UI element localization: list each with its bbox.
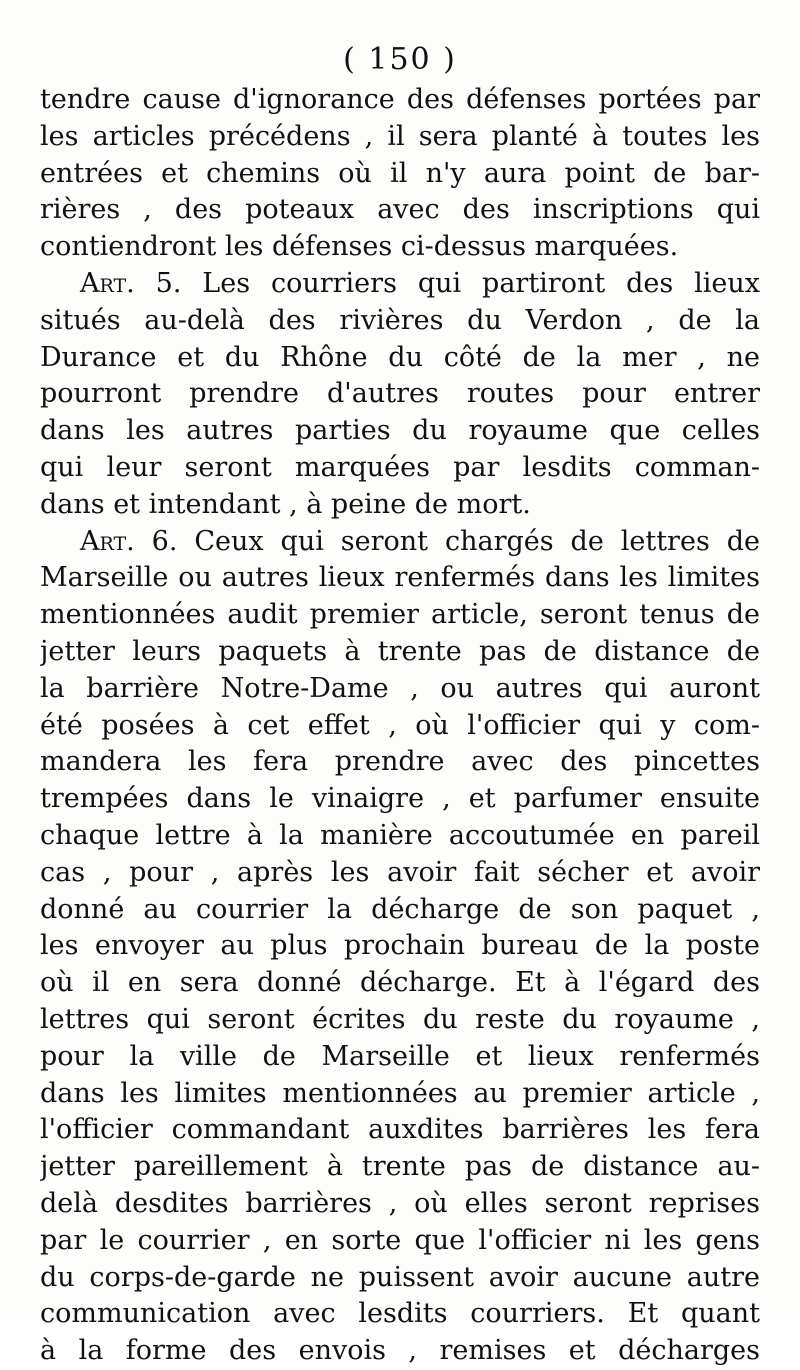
text-line: rières , des poteaux avec des inscriptions qui: [40, 194, 760, 226]
text-line: situés au-delà des rivières du Verdon , de la: [40, 304, 760, 336]
text-line: dans les autres parties du royaume que celles: [40, 415, 760, 447]
text-line: où il en sera donné décharge. Et à l'égard des: [40, 967, 760, 999]
body-text: [40, 82, 760, 1370]
article-6-heading-line: Art. 6. Ceux qui seront chargés de lettres de: [80, 525, 760, 557]
text-line: les articles précédens , il sera planté à toutes les: [40, 120, 760, 152]
text-line: jetter pareillement à trente pas de distance au-: [40, 1151, 760, 1183]
text-line: mentionnées audit premier article, seront tenus de: [40, 599, 760, 631]
article-label: Art.: [80, 267, 135, 299]
text-line: dans et intendant , à peine de mort.: [40, 488, 531, 520]
text-line: été posées à cet effet , où l'officier qui y com-: [40, 709, 760, 741]
text-line: delà desdites barrières , où elles seront reprises: [40, 1187, 760, 1219]
text-line: chaque lettre à la manière accoutumée en pareil: [40, 819, 760, 851]
text-line: pour la ville de Marseille et lieux renfermés: [40, 1040, 760, 1072]
text-line: trempées dans le vinaigre , et parfumer ensuite: [40, 783, 760, 815]
text-line: Durance et du Rhône du côté de la mer , ne: [40, 341, 760, 373]
text-line: dans les limites mentionnées au premier article ,: [40, 1077, 760, 1109]
text-line: contiendront les défenses ci-dessus marquées.: [40, 231, 679, 263]
text-line: entrées et chemins où il n'y aura point de bar-: [40, 157, 760, 189]
article-label: Art.: [80, 525, 135, 557]
article-5-heading-line: Art. 5. Les courriers qui partiront des lieux: [80, 267, 760, 299]
text-line: cas , pour , après les avoir fait sécher et avoir: [40, 856, 760, 888]
text-line: à la forme des envois , remises et décharges: [40, 1335, 760, 1367]
text-line: les envoyer au plus prochain bureau de la poste: [40, 930, 760, 962]
text-line: pourront prendre d'autres routes pour entrer: [40, 378, 760, 410]
text-line: communication avec lesdits courriers. Et quant: [40, 1298, 760, 1330]
page-number: ( 150 ): [343, 42, 457, 77]
text-line: qui leur seront marquées par lesdits comman-: [40, 451, 760, 483]
text-line: donné au courrier la décharge de son paquet ,: [40, 893, 760, 925]
text-line: du corps-de-garde ne puissent avoir aucune autre: [40, 1261, 760, 1293]
text-line: jetter leurs paquets à trente pas de distance de: [40, 635, 760, 667]
text-line: tendre cause d'ignorance des défenses portées par: [40, 84, 760, 115]
text-line: mandera les fera prendre avec des pincettes: [40, 746, 760, 778]
text-line: la barrière Notre-Dame , ou autres qui auront: [40, 672, 760, 704]
text-line: par le courrier , en sorte que l'officier ni les gens: [40, 1224, 760, 1256]
text-line: lettres qui seront écrites du reste du royaume ,: [40, 1003, 760, 1035]
text-line: l'officier commandant auxdites barrières les fera: [40, 1114, 760, 1146]
text-line: Marseille ou autres lieux renfermés dans les limites: [40, 562, 760, 594]
